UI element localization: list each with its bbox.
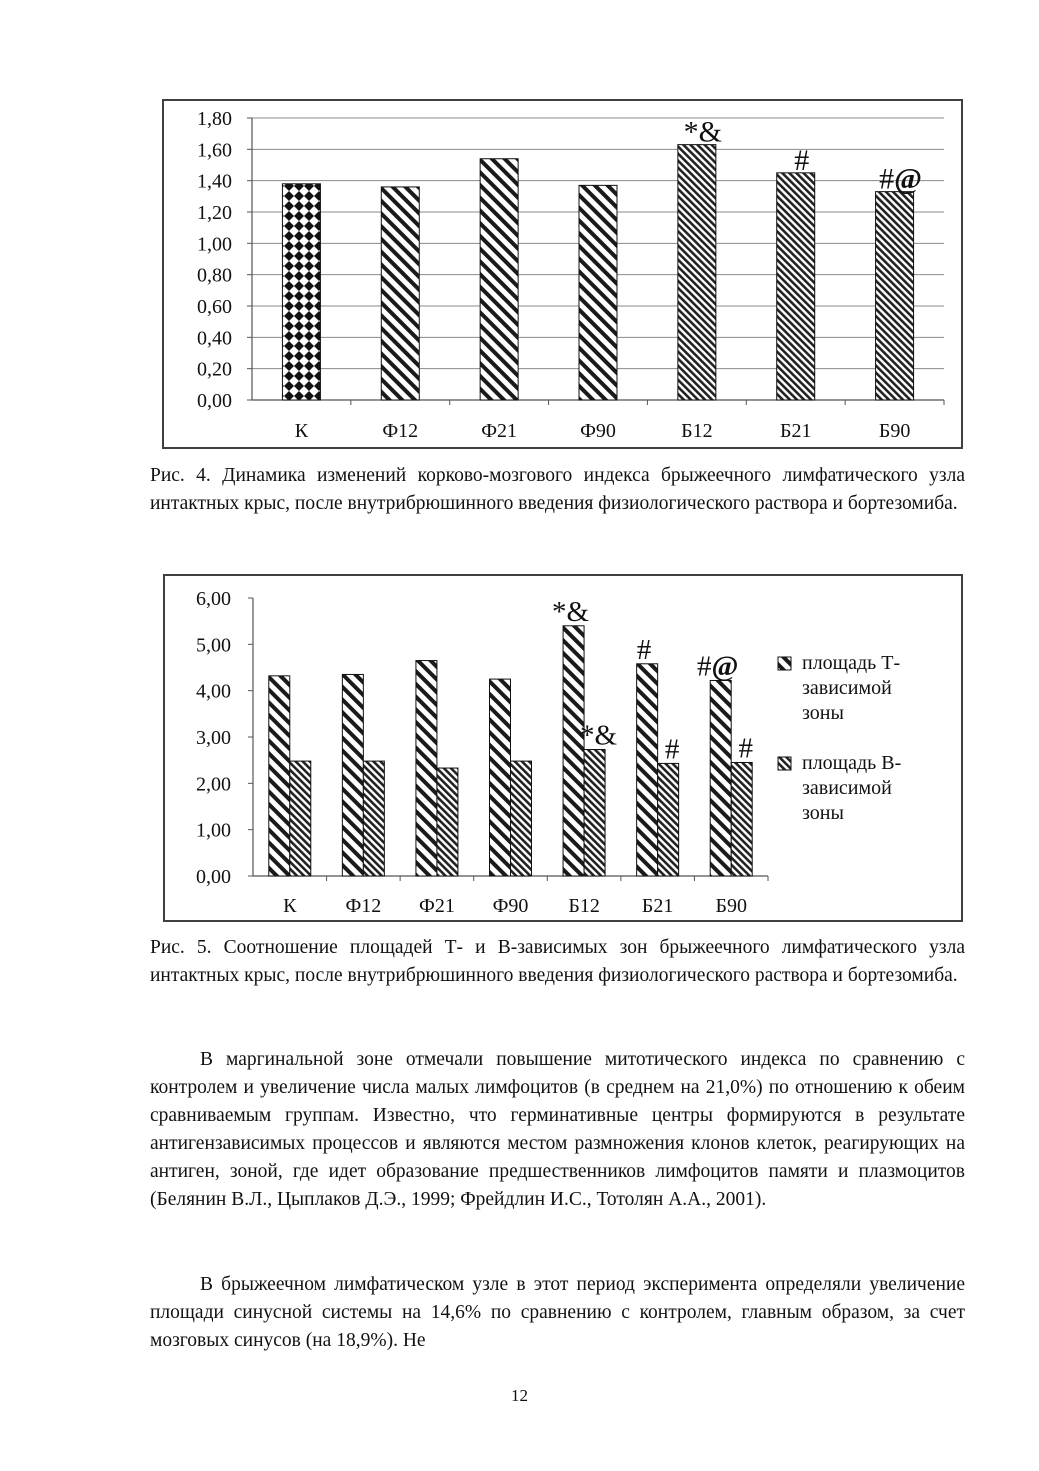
bar: [290, 761, 311, 876]
figure-5-caption: Рис. 5. Соотношение площадей Т- и В-зависимых зон брыжеечного лимфатического узла интактных крыс, после внутрибрюшинного введения физиологического раствора и бортезомиба.: [150, 937, 965, 986]
y-tick-label: 0,00: [197, 390, 232, 412]
bar: [658, 763, 679, 876]
figure-5-chart: [163, 574, 963, 922]
bar: [678, 145, 716, 400]
figure-4-svg: [164, 101, 961, 447]
figure-4-caption: Рис. 4. Динамика изменений корково-мозгового индекса брыжеечного лимфатического узла интактных крыс, после внутрибрюшинного введения физиологического раствора и бортезомиба.: [150, 465, 965, 514]
y-tick-label: 1,20: [197, 202, 232, 224]
y-tick-label: 2,00: [196, 773, 231, 796]
bar: [342, 674, 363, 876]
significance-mark: #@: [696, 650, 739, 683]
y-tick-label: 1,60: [197, 139, 232, 162]
legend-label: зоны: [802, 702, 844, 724]
significance-mark: #: [794, 143, 810, 177]
figure-5-svg: [165, 576, 961, 920]
x-tick-label: Ф90: [580, 420, 616, 442]
legend-swatch: [778, 757, 791, 770]
significance-mark: *&: [552, 595, 590, 628]
bar: [269, 676, 290, 876]
y-tick-label: 0,80: [197, 264, 232, 287]
bar: [480, 159, 518, 400]
y-tick-label: 1,80: [197, 108, 232, 130]
bar: [363, 761, 384, 876]
bar: [437, 768, 458, 876]
x-tick-label: Ф12: [382, 420, 419, 442]
y-tick-label: 1,00: [196, 819, 231, 842]
legend-label: площадь В-: [802, 752, 902, 774]
legend: [778, 652, 901, 824]
legend-label: зависимой: [802, 677, 892, 699]
y-tick-label: 5,00: [196, 634, 231, 657]
y-tick-label: 1,00: [197, 233, 232, 256]
page-number: 12: [511, 1386, 528, 1405]
bar: [876, 192, 914, 400]
significance-mark: #: [636, 633, 652, 666]
x-tick-label: К: [283, 895, 297, 917]
y-tick-label: 0,00: [196, 866, 231, 888]
bar: [637, 664, 658, 876]
bar: [416, 661, 437, 876]
legend-label: зоны: [802, 802, 844, 824]
y-tick-label: 3,00: [196, 727, 231, 749]
x-tick-label: Б12: [681, 420, 713, 442]
x-tick-label: Ф90: [492, 895, 529, 917]
bar: [710, 680, 731, 876]
x-tick-label: Б21: [641, 895, 674, 917]
legend-label: зависимой: [802, 777, 892, 799]
bar: [731, 762, 752, 876]
bar: [777, 173, 815, 400]
x-tick-label: Ф21: [419, 895, 455, 917]
body-paragraph-1: В маргинальной зоне отмечали повышение митотического индекса по сравнению с контролем и увеличение числа малых лимфоцитов (в среднем на 21,0%) по отношению к обеим сравниваемым группам. Известно, что герминативные центры формируются в результате антигензависимых процессов и являются местом размножения клонов клеток, реагирующих на антиген, зоной, где идет образование предшественников лимфоцитов памяти и плазмоцитов (Белянин В.Л., Цыплаков Д.Э., 1999; Фрейдлин И.С., Тотолян А.А., 2001).: [150, 1049, 965, 1210]
figure-4-chart: [162, 99, 963, 449]
bar: [381, 187, 419, 400]
significance-mark: #@: [879, 162, 923, 196]
y-tick-label: 0,40: [197, 327, 232, 350]
bar: [282, 184, 320, 400]
bar: [511, 761, 532, 876]
x-tick-label: Ф12: [345, 895, 382, 917]
legend-swatch: [778, 657, 791, 670]
significance-mark: *&: [580, 719, 618, 752]
x-tick-label: К: [294, 420, 309, 442]
legend-label: площадь Т-: [802, 652, 901, 674]
bar: [579, 185, 617, 400]
x-tick-label: Б90: [715, 895, 747, 917]
x-tick-label: Ф21: [481, 420, 518, 442]
y-tick-label: 4,00: [196, 680, 231, 703]
x-tick-label: Б12: [568, 895, 600, 917]
bar: [490, 679, 511, 876]
y-tick-label: 6,00: [196, 588, 231, 610]
bar: [584, 750, 605, 876]
x-tick-label: Б90: [878, 420, 911, 442]
y-tick-label: 0,20: [197, 358, 232, 381]
x-tick-label: Б21: [779, 420, 812, 442]
y-tick-label: 0,60: [197, 296, 232, 318]
body-paragraph-2: В брыжеечном лимфатическом узле в этот период эксперимента определяли увеличение площади синусной системы на 14,6% по сравнению с контролем, главным образом, за счет мозговых синусов (на 18,9%). Не: [150, 1274, 965, 1351]
y-tick-label: 1,40: [197, 170, 232, 193]
significance-mark: #: [664, 733, 680, 766]
significance-mark: #: [738, 732, 753, 765]
significance-mark: *&: [683, 115, 723, 149]
